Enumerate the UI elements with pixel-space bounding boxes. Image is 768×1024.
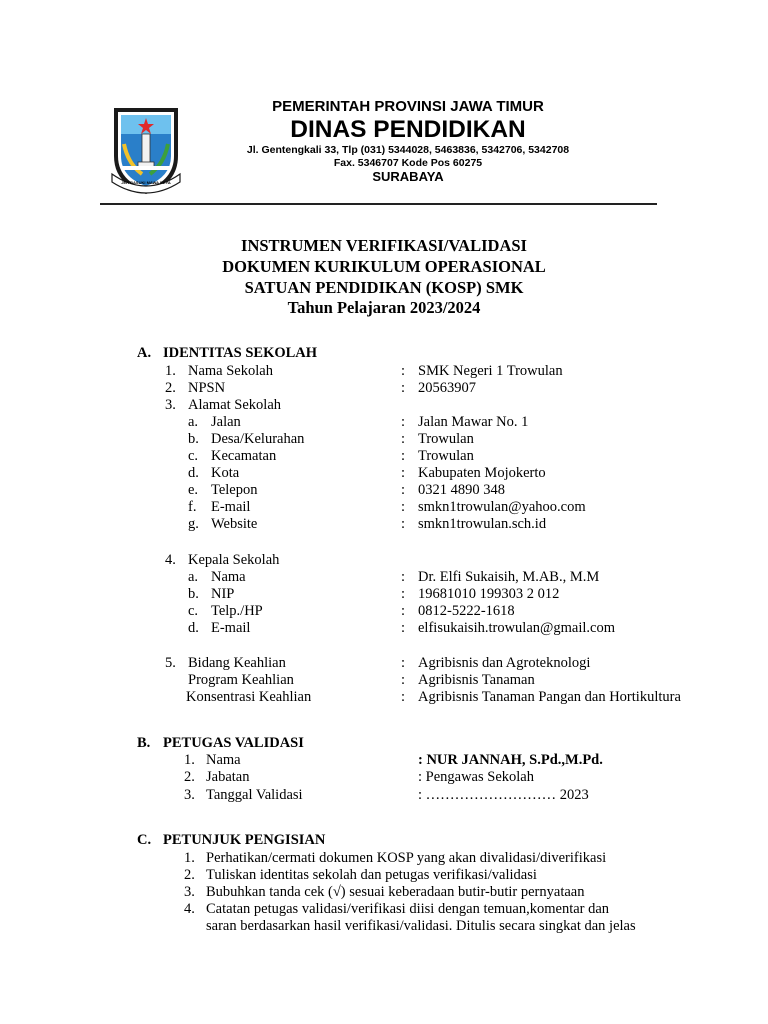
- header-city: SURABAYA: [372, 169, 444, 184]
- section-a-row-value: Kabupaten Mojokerto: [418, 465, 546, 481]
- section-a-row-value: Agribisnis Tanaman: [418, 672, 535, 688]
- section-c-item-text: Perhatikan/cermati dokumen KOSP yang akan divalidasi/diverifikasi: [206, 850, 607, 866]
- section-a-row-value: SMK Negeri 1 Trowulan: [418, 363, 563, 379]
- section-a-row-label: Nama Sekolah: [188, 363, 273, 379]
- title-line2: DOKUMEN KURIKULUM OPERASIONAL: [222, 257, 546, 276]
- section-a-row-colon: :: [401, 431, 406, 447]
- section-c-item-text: Catatan petugas validasi/verifikasi diisi dengan temuan,komentar dan: [206, 901, 610, 917]
- section-a-row-number: c.: [188, 603, 199, 619]
- section-a-row-number: a.: [188, 414, 199, 430]
- section-a-row-number: b.: [188, 431, 199, 447]
- section-c-item-text: Tuliskan identitas sekolah dan petugas verifikasi/validasi: [206, 867, 537, 883]
- section-b-letter: B.: [137, 735, 151, 751]
- section-a-row-colon: :: [401, 569, 406, 585]
- section-a-row-value: smkn1trowulan.sch.id: [418, 516, 547, 532]
- section-a-row-label: Telp./HP: [211, 603, 263, 619]
- section-c-item-number: 1.: [184, 850, 195, 866]
- section-a-row-value: Jalan Mawar No. 1: [418, 414, 529, 430]
- section-a-row-label: Jalan: [211, 414, 241, 430]
- section-a-row-value: 19681010 199303 2 012: [418, 586, 560, 602]
- section-a-row-colon: :: [401, 465, 406, 481]
- section-a-row-label: Kepala Sekolah: [188, 552, 280, 568]
- title-line1: INSTRUMEN VERIFIKASI/VALIDASI: [241, 236, 527, 255]
- section-a-row-colon: :: [401, 689, 406, 705]
- section-a-row-number: 2.: [165, 380, 176, 396]
- section-a-row-colon: :: [401, 448, 406, 464]
- section-a-row-value: Agribisnis Tanaman Pangan dan Hortikultura: [418, 689, 681, 705]
- section-a-row-label: Kecamatan: [211, 448, 277, 464]
- title-line4: Tahun Pelajaran 2023/2024: [287, 298, 481, 317]
- section-a-row-label: E-mail: [211, 499, 251, 515]
- section-a-row-label: NIP: [211, 586, 235, 602]
- section-a-row-colon: :: [401, 499, 406, 515]
- section-b-row-label: Tanggal Validasi: [206, 787, 303, 803]
- section-a-row-value: 0321 4890 348: [418, 482, 505, 498]
- section-a-row-colon: :: [401, 586, 406, 602]
- section-a-row-number: 1.: [165, 363, 176, 379]
- section-a-row-number: f.: [188, 499, 197, 515]
- section-a-row-value: Agribisnis dan Agroteknologi: [418, 655, 591, 671]
- section-a-row-label: Nama: [211, 569, 246, 585]
- section-a-row-value: 0812-5222-1618: [418, 603, 515, 619]
- section-a-row-number: a.: [188, 569, 199, 585]
- section-a-row-label: Kota: [211, 465, 240, 481]
- section-b-row-value: : Pengawas Sekolah: [418, 769, 534, 785]
- section-b-row-value: : ……………………… 2023: [418, 787, 589, 803]
- section-a-row-colon: :: [401, 620, 406, 636]
- section-a-row-colon: :: [401, 655, 406, 671]
- section-a-letter: A.: [137, 345, 152, 361]
- header-dinas: DINAS PENDIDIKAN: [290, 116, 526, 143]
- header-address-line1: Jl. Gentengkali 33, Tlp (031) 5344028, 5463836, 5342706, 5342708: [246, 144, 570, 156]
- section-b-heading: PETUGAS VALIDASI: [163, 735, 304, 751]
- section-a-row-number: 5.: [165, 655, 176, 671]
- section-c-item-number: 2.: [184, 867, 195, 883]
- section-a-row-label: NPSN: [188, 380, 226, 396]
- title-line3: SATUAN PENDIDIKAN (KOSP) SMK: [244, 278, 524, 297]
- section-a-row-label: Telepon: [211, 482, 258, 498]
- section-a-row-label: E-mail: [211, 620, 251, 636]
- section-a-row-number: 3.: [165, 397, 176, 413]
- section-a-row-value: smkn1trowulan@yahoo.com: [418, 499, 586, 515]
- section-a-row-label: Website: [211, 516, 258, 532]
- section-c-item-text-cont: saran berdasarkan hasil verifikasi/validasi. Ditulis secara singkat dan jelas: [206, 918, 636, 934]
- section-a-row-number: 4.: [165, 552, 176, 568]
- section-b-row-number: 1.: [184, 752, 195, 768]
- section-c-heading: PETUNJUK PENGISIAN: [163, 832, 326, 848]
- section-c-item-number: 3.: [184, 884, 195, 900]
- section-a-row-number: e.: [188, 482, 199, 498]
- section-a-row-value: Trowulan: [418, 448, 474, 464]
- section-a-row-colon: :: [401, 672, 406, 688]
- section-a-row-number: d.: [188, 620, 199, 636]
- section-a-row-label: Desa/Kelurahan: [211, 431, 305, 447]
- section-b-row-value: : NUR JANNAH, S.Pd.,M.Pd.: [418, 752, 603, 768]
- section-a-row-colon: :: [401, 363, 406, 379]
- logo-motto: JER BASUKI MAWA BEYA: [121, 180, 171, 185]
- section-a-row-label: Program Keahlian: [188, 672, 294, 688]
- section-c-item-text: Bubuhkan tanda cek (√) sesuai keberadaan butir-butir pernyataan: [206, 884, 585, 900]
- section-a-row-number: b.: [188, 586, 199, 602]
- section-a-row-label: Alamat Sekolah: [188, 397, 282, 413]
- section-a-row-number: d.: [188, 465, 199, 481]
- section-a-row-label: Bidang Keahlian: [188, 655, 286, 671]
- section-b-row-label: Jabatan: [206, 769, 250, 785]
- section-a-row-colon: :: [401, 603, 406, 619]
- section-a-row-number: g.: [188, 516, 199, 532]
- section-a-row-colon: :: [401, 482, 406, 498]
- header-org: PEMERINTAH PROVINSI JAWA TIMUR: [272, 98, 544, 115]
- section-a-row-value: Trowulan: [418, 431, 474, 447]
- section-a-row-value: elfisukaisih.trowulan@gmail.com: [418, 620, 615, 636]
- section-b-row-number: 3.: [184, 787, 195, 803]
- header-address-line2: Fax. 5346707 Kode Pos 60275: [333, 157, 483, 169]
- section-a-row-colon: :: [401, 516, 406, 532]
- section-a-row-value: Dr. Elfi Sukaisih, M.AB., M.M: [418, 569, 600, 585]
- section-c-item-number: 4.: [184, 901, 195, 917]
- section-a-row-number: c.: [188, 448, 199, 464]
- section-a-row-label: Konsentrasi Keahlian: [186, 689, 312, 705]
- header-divider: [100, 203, 657, 205]
- section-a-row-colon: :: [401, 380, 406, 396]
- section-b-row-number: 2.: [184, 769, 195, 785]
- section-c-letter: C.: [137, 832, 152, 848]
- section-a-row-colon: :: [401, 414, 406, 430]
- section-a-heading: IDENTITAS SEKOLAH: [163, 345, 318, 361]
- section-b-row-label: Nama: [206, 752, 241, 768]
- section-a-row-value: 20563907: [418, 380, 476, 396]
